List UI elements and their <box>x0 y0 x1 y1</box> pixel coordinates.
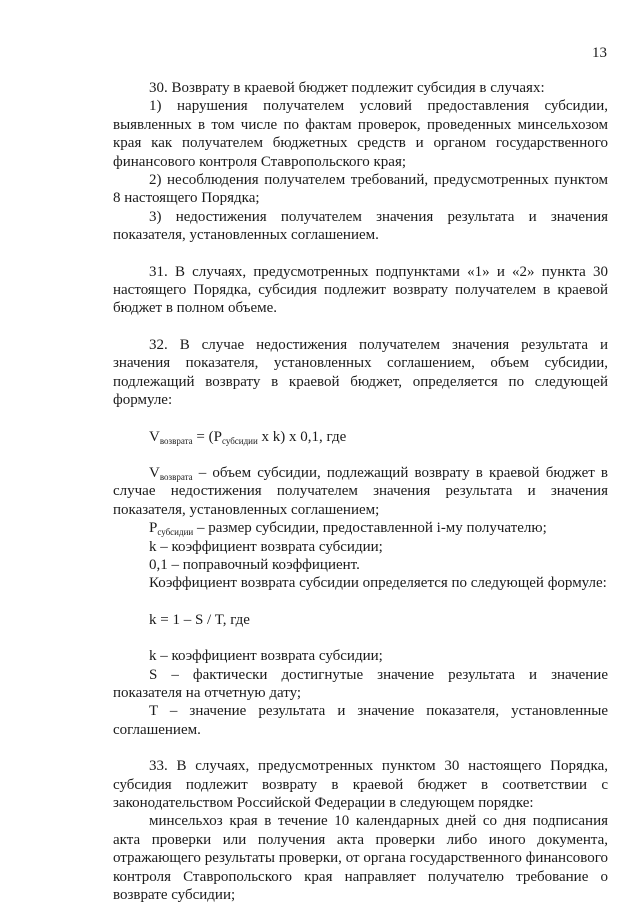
item-30-case-1: 1) нарушения получателем условий предоставления субсидии, выявленных в том числе по фактам проверок, проведенных минсельхозом края как получателем бюджетных средств и органом государственного финансового контроля Ставропольского края; <box>113 98 608 170</box>
item-30-case-3: 3) недостижения получателем значения результата и значения показателя, установленных соглашением. <box>113 208 608 244</box>
page-number: 13 <box>592 45 607 61</box>
item-31: 31. В случаях, предусмотренных подпунктами «1» и «2» пункта 30 настоящего Порядка, субсидия подлежит возврату получателем в краевой бюджет в полном объеме. <box>113 263 608 317</box>
document-body <box>113 79 608 904</box>
k-formula: k = 1 – S / T, где <box>149 611 250 628</box>
definition-k: k – коэффициент возврата субсидии; <box>149 538 383 555</box>
item-33-step-1: минсельхоз края в течение 10 календарных дней со дня подписания акта проверки или получения акта проверки либо иного документа, отражающего результаты проверки, от органа государственного финансового контроля Ставропольского края направляет получателю требование о возврате субсидии; <box>113 813 608 904</box>
definition-t: T – значение результата и значение показателя, установленные соглашением. <box>113 703 608 738</box>
definition-s: S – фактически достигнутые значение результата и значение показателя на отчетную дату; <box>113 666 608 701</box>
definition-k-repeat: k – коэффициент возврата субсидии; <box>149 648 383 665</box>
definition-correction: 0,1 – поправочный коэффициент. <box>149 556 360 573</box>
item-33-intro: 33. В случаях, предусмотренных пунктом 30 настоящего Порядка, субсидия подлежит возврату в краевой бюджет в соответствии с законодательством Российской Федерации в следующем порядке: <box>113 758 608 811</box>
item-30-heading: 30. Возврату в краевой бюджет подлежит субсидия в случаях: <box>149 80 545 96</box>
item-30-case-2: 2) несоблюдения получателем требований, предусмотренных пунктом 8 настоящего Порядка; <box>113 172 608 207</box>
return-formula: $V_{возврата} = (P_{субсидии}$ x k) x 0,1, где <box>149 428 347 446</box>
item-32-intro: 32. В случае недостижения получателем значения результата и значения показателя, установленных соглашением, объем субсидии, подлежащий возврату в краевой бюджет, определяется по следующей формуле: <box>113 336 608 409</box>
k-formula-intro: Коэффициент возврата субсидии определяется по следующей формуле: <box>149 575 607 592</box>
definition-p-subsidy: $P_{субсидии}$ – размер субсидии, предоставленной i-му получателю; <box>149 520 547 538</box>
definition-v-return: $V_{возврата}$ – объем субсидии, подлежащий возврату в краевой бюджет в случае недостижения получателем значения результата и значения показателя, установленных соглашением; <box>113 464 608 518</box>
